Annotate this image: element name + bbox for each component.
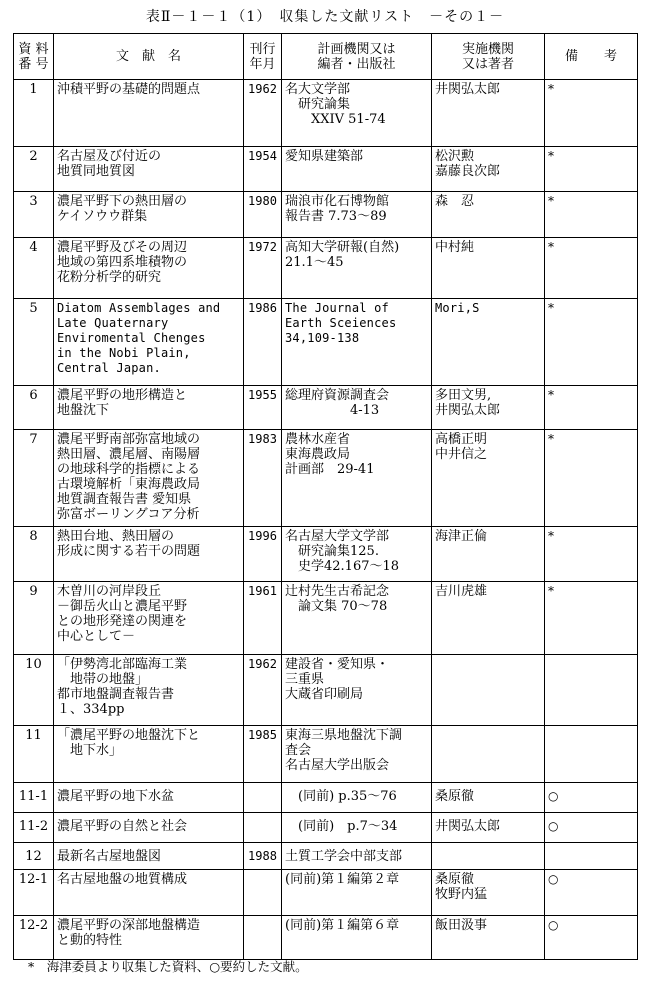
row-number: 11-2 bbox=[14, 813, 54, 843]
header-year: 刊行 年月 bbox=[244, 34, 282, 80]
row-year: 1962 bbox=[244, 655, 282, 726]
row-publisher: 辻村先生古希記念 論文集 70～78 bbox=[282, 582, 432, 655]
row-publisher: 名大文学部 研究論集 XXIV 51-74 bbox=[282, 80, 432, 147]
row-publisher: 農林水産省 東海農政局 計画部 29-41 bbox=[282, 430, 432, 527]
row-year: 1961 bbox=[244, 582, 282, 655]
row-author: Mori,S bbox=[432, 299, 545, 386]
row-title: 「濃尾平野の地盤沈下と 地下水」 bbox=[54, 726, 244, 783]
header-publisher: 計画機関又は 編者・出版社 bbox=[282, 34, 432, 80]
row-note bbox=[545, 843, 638, 870]
row-title: 濃尾平野及びその周辺 地域の第四系堆積物の 花粉分析学的研究 bbox=[54, 238, 244, 299]
row-author: 中村純 bbox=[432, 238, 545, 299]
row-note: * bbox=[545, 299, 638, 386]
row-author: 井関弘太郎 bbox=[432, 80, 545, 147]
row-note: * bbox=[545, 80, 638, 147]
row-author: 高橋正明 中井信之 bbox=[432, 430, 545, 527]
table-row bbox=[14, 870, 638, 916]
row-number: 12-2 bbox=[14, 916, 54, 960]
row-title: 熱田台地、熱田層の 形成に関する若干の問題 bbox=[54, 527, 244, 582]
row-author: 森 忍 bbox=[432, 192, 545, 238]
row-title: 名古屋地盤の地質構成 bbox=[54, 870, 244, 916]
row-number: 8 bbox=[14, 527, 54, 582]
row-number: 2 bbox=[14, 147, 54, 192]
row-note: * bbox=[545, 192, 638, 238]
row-note: * bbox=[545, 582, 638, 655]
table-row bbox=[14, 843, 638, 870]
row-publisher: 建設省・愛知県・ 三重県 大蔵省印刷局 bbox=[282, 655, 432, 726]
row-note bbox=[545, 655, 638, 726]
row-author: 多田文男, 井関弘太郎 bbox=[432, 386, 545, 430]
row-publisher: (同前) p.35～76 bbox=[282, 783, 432, 813]
row-year: 1983 bbox=[244, 430, 282, 527]
row-number: 12-1 bbox=[14, 870, 54, 916]
row-publisher: The Journal of Earth Sceiences 34,109-138 bbox=[282, 299, 432, 386]
table-row bbox=[14, 527, 638, 582]
row-year: 1986 bbox=[244, 299, 282, 386]
table-title: 表Ⅱ－１－１（1） 収集した文献リスト －その１－ bbox=[145, 9, 505, 25]
row-author: 吉川虎雄 bbox=[432, 582, 545, 655]
row-title: 名古屋及び付近の 地質同地質図 bbox=[54, 147, 244, 192]
row-note bbox=[545, 726, 638, 783]
table-row bbox=[14, 80, 638, 147]
row-publisher: (同前)第１編第２章 bbox=[282, 870, 432, 916]
table-row bbox=[14, 813, 638, 843]
row-title: 濃尾平野の地下水盆 bbox=[54, 783, 244, 813]
row-year: 1985 bbox=[244, 726, 282, 783]
table-row bbox=[14, 726, 638, 783]
row-number: 12 bbox=[14, 843, 54, 870]
row-year: 1996 bbox=[244, 527, 282, 582]
row-note: ○ bbox=[545, 916, 638, 960]
row-year: 1962 bbox=[244, 80, 282, 147]
row-publisher: 愛知県建築部 bbox=[282, 147, 432, 192]
row-publisher: (同前)第１編第６章 bbox=[282, 916, 432, 960]
header-author: 実施機関 又は著者 bbox=[432, 34, 545, 80]
row-note: * bbox=[545, 238, 638, 299]
row-author: 松沢勲 嘉藤良次郎 bbox=[432, 147, 545, 192]
row-number: 11 bbox=[14, 726, 54, 783]
row-number: 10 bbox=[14, 655, 54, 726]
row-title: 最新名古屋地盤図 bbox=[54, 843, 244, 870]
table-row bbox=[14, 655, 638, 726]
row-author: 飯田汲事 bbox=[432, 916, 545, 960]
row-number: 11-1 bbox=[14, 783, 54, 813]
row-year: 1954 bbox=[244, 147, 282, 192]
row-author: 井関弘太郎 bbox=[432, 813, 545, 843]
row-year: 1955 bbox=[244, 386, 282, 430]
row-year: 1972 bbox=[244, 238, 282, 299]
row-number: 1 bbox=[14, 80, 54, 147]
row-author bbox=[432, 843, 545, 870]
row-number: 4 bbox=[14, 238, 54, 299]
row-note: * bbox=[545, 527, 638, 582]
table-row bbox=[14, 582, 638, 655]
row-title: 濃尾平野の地形構造と 地盤沈下 bbox=[54, 386, 244, 430]
table-row bbox=[14, 192, 638, 238]
row-publisher: (同前) p.7～34 bbox=[282, 813, 432, 843]
row-note: ○ bbox=[545, 870, 638, 916]
row-title: 木曽川の河岸段丘 －御岳火山と濃尾平野 との地形発達の関連を 中心として－ bbox=[54, 582, 244, 655]
row-year: 1980 bbox=[244, 192, 282, 238]
header-note: 備 考 bbox=[545, 34, 638, 80]
table-row bbox=[14, 299, 638, 386]
row-publisher: 総理府資源調査会 4-13 bbox=[282, 386, 432, 430]
row-year bbox=[244, 870, 282, 916]
row-year bbox=[244, 916, 282, 960]
row-author: 桑原徹 牧野内猛 bbox=[432, 870, 545, 916]
row-title: 濃尾平野の深部地盤構造 と動的特性 bbox=[54, 916, 244, 960]
row-note: * bbox=[545, 147, 638, 192]
row-publisher: 高知大学研報(自然) 21.1～45 bbox=[282, 238, 432, 299]
table-row bbox=[14, 238, 638, 299]
table-row bbox=[14, 783, 638, 813]
row-note: ○ bbox=[545, 783, 638, 813]
row-title: 「伊勢湾北部臨海工業 地帯の地盤」 都市地盤調査報告書 １、334pp bbox=[54, 655, 244, 726]
row-publisher: 瑞浪市化石博物館 報告書 7.73～89 bbox=[282, 192, 432, 238]
row-author: 桑原徹 bbox=[432, 783, 545, 813]
row-number: 6 bbox=[14, 386, 54, 430]
header-title: 文 献 名 bbox=[54, 34, 244, 80]
row-number: 3 bbox=[14, 192, 54, 238]
row-publisher: 土質工学会中部支部 bbox=[282, 843, 432, 870]
table-row bbox=[14, 916, 638, 960]
row-year: 1988 bbox=[244, 843, 282, 870]
row-number: 5 bbox=[14, 299, 54, 386]
row-number: 9 bbox=[14, 582, 54, 655]
row-publisher: 東海三県地盤沈下調 査会 名古屋大学出版会 bbox=[282, 726, 432, 783]
row-note: ○ bbox=[545, 813, 638, 843]
table-row bbox=[14, 147, 638, 192]
table-row bbox=[14, 386, 638, 430]
row-publisher: 名古屋大学文学部 研究論集125. 史学42.167～18 bbox=[282, 527, 432, 582]
header-no: 資 料 番 号 bbox=[14, 34, 54, 80]
row-title: 濃尾平野の自然と社会 bbox=[54, 813, 244, 843]
row-author: 海津正倫 bbox=[432, 527, 545, 582]
row-title: 濃尾平野南部弥富地域の 熱田層、濃尾層、南陽層 の地球科学的指標による 古環境解析「東海農政局 地質調査報告書 愛知県 弥富ボーリングコア分析 bbox=[54, 430, 244, 527]
row-year bbox=[244, 783, 282, 813]
row-title: 濃尾平野下の熱田層の ケイソウウ群集 bbox=[54, 192, 244, 238]
row-title: 沖積平野の基礎的問題点 bbox=[54, 80, 244, 147]
table-row bbox=[14, 430, 638, 527]
header-row bbox=[14, 34, 638, 80]
row-note: * bbox=[545, 430, 638, 527]
row-title: Diatom Assemblages and Late Quaternary Enviromental Chenges in the Nobi Plain, Central Japan. bbox=[54, 299, 244, 386]
row-author bbox=[432, 726, 545, 783]
row-author bbox=[432, 655, 545, 726]
reference-table bbox=[13, 33, 638, 960]
footnote: * 海津委員より収集した資料、○要約した文献。 bbox=[28, 959, 308, 974]
row-note: * bbox=[545, 386, 638, 430]
row-year bbox=[244, 813, 282, 843]
row-number: 7 bbox=[14, 430, 54, 527]
